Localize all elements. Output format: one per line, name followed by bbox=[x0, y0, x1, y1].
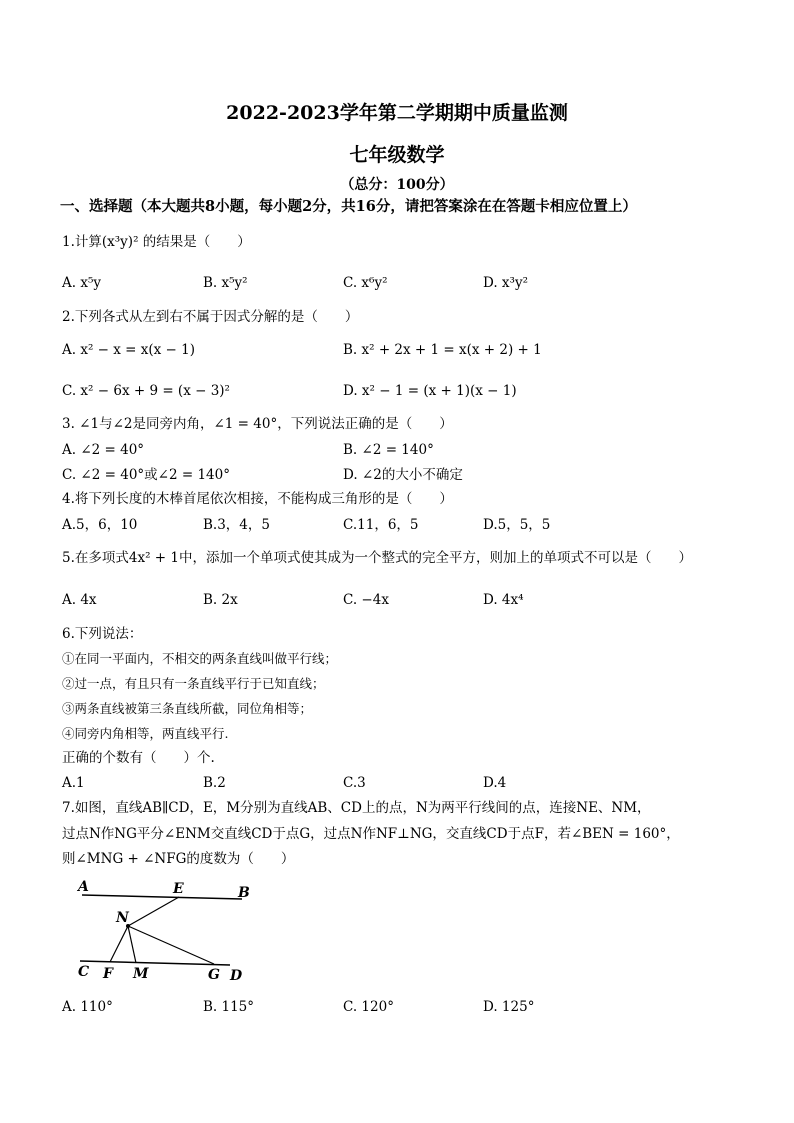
label-b: B bbox=[238, 885, 250, 901]
q1-option-d: D. x³y² bbox=[483, 275, 528, 291]
question-4-stem: 4.将下列长度的木棒首尾依次相接，不能构成三角形的是（ ） bbox=[62, 491, 453, 507]
q2-option-d: D. x² − 1 = (x + 1)(x − 1) bbox=[343, 383, 517, 399]
q3-option-d: D. ∠2的大小不确定 bbox=[343, 467, 463, 483]
question-6-stem: 6.下列说法： bbox=[62, 626, 143, 642]
label-g: G bbox=[208, 967, 220, 983]
q7-geometry-figure bbox=[72, 878, 262, 988]
q5-option-a: A. 4x bbox=[62, 592, 97, 608]
total-score: （总分：100分） bbox=[340, 177, 454, 193]
q6-option-b: B.2 bbox=[203, 775, 226, 791]
q4-option-d: D.5，5，5 bbox=[483, 517, 551, 533]
label-c: C bbox=[78, 964, 90, 980]
q7-option-d: D. 125° bbox=[483, 999, 535, 1015]
segment-ne bbox=[128, 897, 179, 926]
q3-option-c: C. ∠2 = 40°或∠2 = 140° bbox=[62, 467, 230, 483]
label-e: E bbox=[173, 881, 184, 897]
q6-statement-3: ③两条直线被第三条直线所截，同位角相等； bbox=[62, 701, 313, 716]
q7-option-c: C. 120° bbox=[343, 999, 394, 1015]
q1-option-c: C. x⁶y² bbox=[343, 275, 388, 291]
label-n: N bbox=[116, 910, 129, 926]
question-3-stem: 3. ∠1与∠2是同旁内角，∠1 = 40°，下列说法正确的是（ ） bbox=[62, 416, 453, 432]
question-5-stem: 5.在多项式4x² + 1中，添加一个单项式使其成为一个整式的完全平方，则加上的单项式不可以是（ ） bbox=[62, 550, 692, 566]
q3-option-b: B. ∠2 = 140° bbox=[343, 442, 434, 458]
question-7-line-2: 过点N作NG平分∠ENM交直线CD于点G，过点N作NF⊥NG，交直线CD于点F，若∠BEN = 160°， bbox=[62, 826, 680, 842]
q1-option-b: B. x⁵y² bbox=[203, 275, 248, 291]
question-7-line-3: 则∠MNG + ∠NFG的度数为（ ） bbox=[62, 851, 295, 867]
q2-option-b: B. x² + 2x + 1 = x(x + 2) + 1 bbox=[343, 342, 542, 358]
q6-statement-1: ①在同一平面内，不相交的两条直线叫做平行线； bbox=[62, 651, 338, 666]
segment-nf bbox=[110, 926, 128, 962]
label-a: A bbox=[78, 879, 89, 895]
label-f: F bbox=[103, 966, 113, 982]
q6-statement-4: ④同旁内角相等，两直线平行. bbox=[62, 726, 229, 741]
q4-option-b: B.3，4，5 bbox=[203, 517, 270, 533]
q6-option-c: C.3 bbox=[343, 775, 366, 791]
segment-nm bbox=[128, 926, 136, 963]
q1-option-a: A. x⁵y bbox=[62, 275, 101, 291]
label-m: M bbox=[133, 966, 149, 982]
q2-option-c: C. x² − 6x + 9 = (x − 3)² bbox=[62, 383, 230, 399]
line-ab bbox=[82, 895, 242, 899]
q5-option-c: C. −4x bbox=[343, 592, 389, 608]
q6-option-d: D.4 bbox=[483, 775, 507, 791]
exam-title: 2022-2023学年第二学期期中质量监测 bbox=[226, 102, 568, 124]
segment-ng bbox=[128, 926, 214, 964]
q2-option-a: A. x² − x = x(x − 1) bbox=[62, 342, 196, 358]
question-1-stem: 1.计算(x³y)² 的结果是（ ） bbox=[62, 234, 251, 250]
exam-subtitle: 七年级数学 bbox=[349, 144, 445, 166]
q6-option-a: A.1 bbox=[62, 775, 85, 791]
label-d: D bbox=[230, 968, 243, 984]
q5-option-b: B. 2x bbox=[203, 592, 238, 608]
q6-question: 正确的个数有（ ）个. bbox=[62, 750, 215, 766]
q6-statement-2: ②过一点，有且只有一条直线平行于已知直线； bbox=[62, 676, 325, 691]
q4-option-c: C.11，6，5 bbox=[343, 517, 419, 533]
question-7-line-1: 7.如图，直线AB∥CD，E，M分别为直线AB、CD上的点，N为两平行线间的点，连接NE、NM， bbox=[62, 800, 651, 816]
section-heading: 一、选择题（本大题共8小题，每小题2分，共16分，请把答案涂在在答题卡相应位置上） bbox=[60, 198, 637, 215]
q3-option-a: A. ∠2 = 40° bbox=[62, 442, 145, 458]
q4-option-a: A.5，6，10 bbox=[62, 517, 138, 533]
q7-option-a: A. 110° bbox=[62, 999, 113, 1015]
q7-option-b: B. 115° bbox=[203, 999, 255, 1015]
question-2-stem: 2.下列各式从左到右不属于因式分解的是（ ） bbox=[62, 309, 359, 325]
q5-option-d: D. 4x⁴ bbox=[483, 592, 524, 608]
